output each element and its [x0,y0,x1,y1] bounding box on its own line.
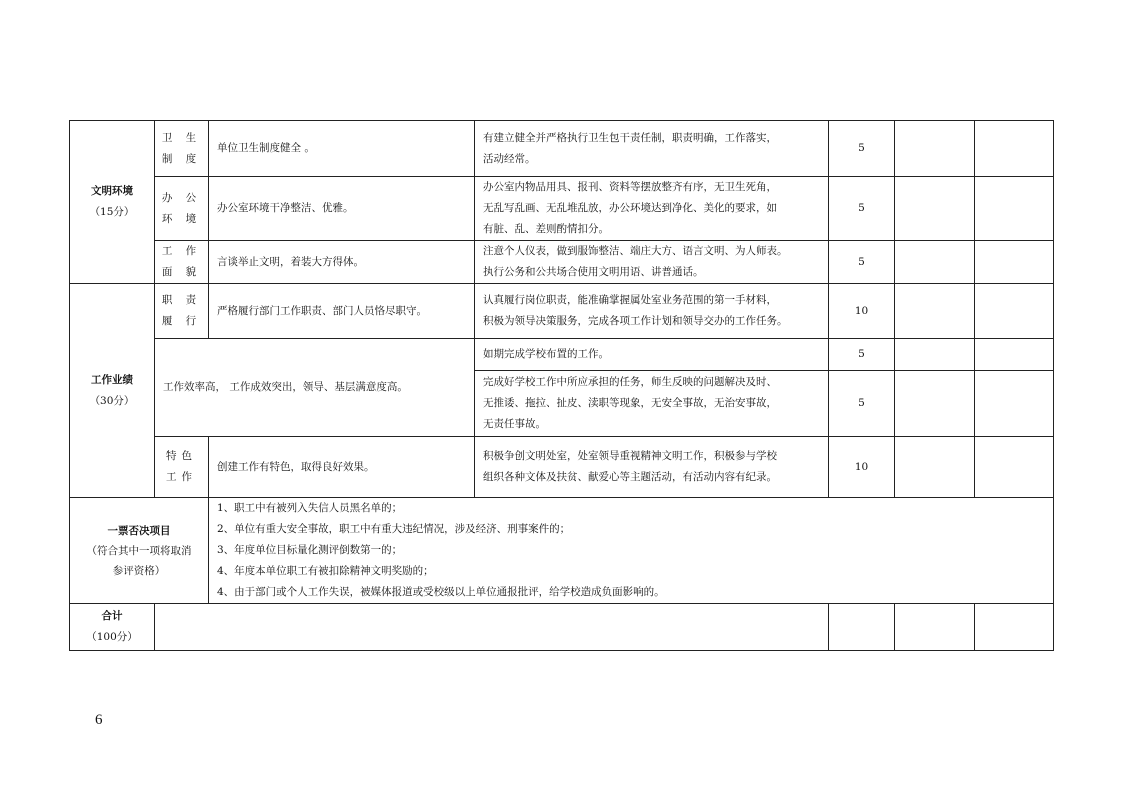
review-score-cell [975,284,1054,339]
subcategory-cell [155,177,209,241]
self-score-cell [895,339,975,371]
category-points: （100分） [86,631,138,643]
subcategory-line: 卫 生 [161,131,202,144]
standard-line: 无责任事故。 [483,418,546,430]
score-cell [829,604,895,651]
standard-line: 注意个人仪表，做到服饰整洁、端庄大方、语言文明、为人师表。 [483,245,788,257]
table-row [70,241,1054,284]
standard-line: 办公室内物品用具、报刊、资料等摆放整齐有序，无卫生死角， [483,181,777,193]
review-score-cell [975,371,1054,437]
score-cell: 10 [829,284,895,339]
criterion-cell: 言谈举止文明，着装大方得体。 [209,241,475,284]
subcategory-line: 特色 [166,450,197,462]
self-score-cell [895,241,975,284]
standard-cell [475,177,829,241]
subcategory-line: 履 行 [161,315,202,327]
score-cell: 5 [829,371,895,437]
score-cell: 5 [829,241,895,284]
review-score-cell [975,177,1054,241]
standard-line: 组织各种文体及扶贫、献爱心等主题活动，有活动内容有纪录。 [483,471,777,483]
category-title: 文明环境 [91,185,133,197]
category-work-performance [70,284,155,498]
standard-line: 无乱写乱画、无乱堆乱放，办公环境达到净化、美化的要求，如 [483,202,777,214]
subcategory-cell [155,241,209,284]
table-row [70,498,1054,604]
review-score-cell [975,437,1054,498]
review-score-cell [975,339,1054,371]
subcategory-line: 环 境 [161,212,202,225]
subcategory-line: 办 公 [161,191,202,204]
subcategory-line: 工 作 [161,245,202,257]
subcategory-line: 工作 [166,471,197,483]
self-score-cell [895,177,975,241]
veto-item: 3、年度单位目标量化测评倒数第一的； [217,544,403,556]
veto-item: 1、职工中有被列入失信人员黑名单的； [217,502,403,514]
total-category [70,604,155,651]
category-title: 合计 [101,610,123,622]
self-score-cell [895,371,975,437]
criterion-cell: 工作效率高， 工作成效突出，领导、基层满意度高。 [155,339,475,437]
self-score-cell [895,284,975,339]
standard-line: 完成好学校工作中所应承担的任务，师生反映的问题解决及时、 [483,376,777,388]
self-score-cell [895,604,975,651]
subcategory-line: 制 度 [161,152,202,165]
self-score-cell [895,121,975,177]
veto-category [70,498,209,604]
table-row [70,437,1054,498]
criterion-cell: 严格履行部门工作职责、部门人员恪尽职守。 [209,284,475,339]
score-cell: 5 [829,177,895,241]
category-points: （30分） [89,394,135,407]
evaluation-table [69,120,1054,651]
subcategory-line: 职 责 [161,294,202,306]
table-row [70,284,1054,339]
category-title: 一票否决项目 [107,524,171,537]
standard-line: 认真履行岗位职责，能准确掌握属处室业务范围的第一手材料， [483,294,777,306]
category-civil-environment [70,121,155,284]
standard-line: 有脏、乱、差则酌情扣分。 [483,223,609,235]
table-row [70,177,1054,241]
standard-cell [475,241,829,284]
standard-cell [475,371,829,437]
standard-line: 积极为领导决策服务，完成各项工作计划和领导交办的工作任务。 [483,315,788,327]
standard-cell [475,284,829,339]
subcategory-cell [155,121,209,177]
review-score-cell [975,121,1054,177]
table-row [70,604,1054,651]
table-row [70,121,1054,177]
standard-cell [475,437,829,498]
standard-line: 活动经常。 [483,152,536,165]
page-number: 6 [95,712,103,728]
standard-cell [475,339,829,371]
criterion-cell: 创建工作有特色，取得良好效果。 [209,437,475,498]
standard-cell [475,121,829,177]
standard-line: 如期完成学校布置的工作。 [483,348,609,360]
veto-item: 2、单位有重大安全事故，职工中有重大违纪情况，涉及经济、刑事案件的； [217,523,571,535]
standard-line: 有建立健全并严格执行卫生包干责任制，职责明确，工作落实， [483,131,777,144]
veto-item: 4、年度本单位职工有被扣除精神文明奖励的； [217,565,434,577]
table-row [70,339,1054,371]
standard-line: 执行公务和公共场合使用文明用语、讲普通话。 [483,266,704,278]
subcategory-cell [155,284,209,339]
review-score-cell [975,604,1054,651]
review-score-cell [975,241,1054,284]
self-score-cell [895,437,975,498]
subcategory-line: 面 貌 [161,266,202,278]
category-title: 工作业绩 [91,373,133,386]
veto-note: 参评资格） [112,564,166,577]
total-blank-cell [155,604,829,651]
score-cell: 5 [829,121,895,177]
score-cell: 10 [829,437,895,498]
veto-note: （符合其中一项将取消 [86,544,192,557]
veto-item: 4、由于部门或个人工作失误，被媒体报道或受校级以上单位通报批评，给学校造成负面影响的。 [217,586,665,598]
criterion-cell: 办公室环境干净整洁、优雅。 [209,177,475,241]
standard-line: 无推诿、拖拉、扯皮、渎职等现象，无安全事故，无治安事故， [483,397,777,409]
score-cell: 5 [829,339,895,371]
subcategory-cell [155,437,209,498]
category-points: （15分） [89,206,135,218]
criterion-cell: 单位卫生制度健全 。 [209,121,475,177]
standard-line: 积极争创文明处室，处室领导重视精神文明工作，积极参与学校 [483,450,777,462]
veto-items-cell [209,498,1054,604]
